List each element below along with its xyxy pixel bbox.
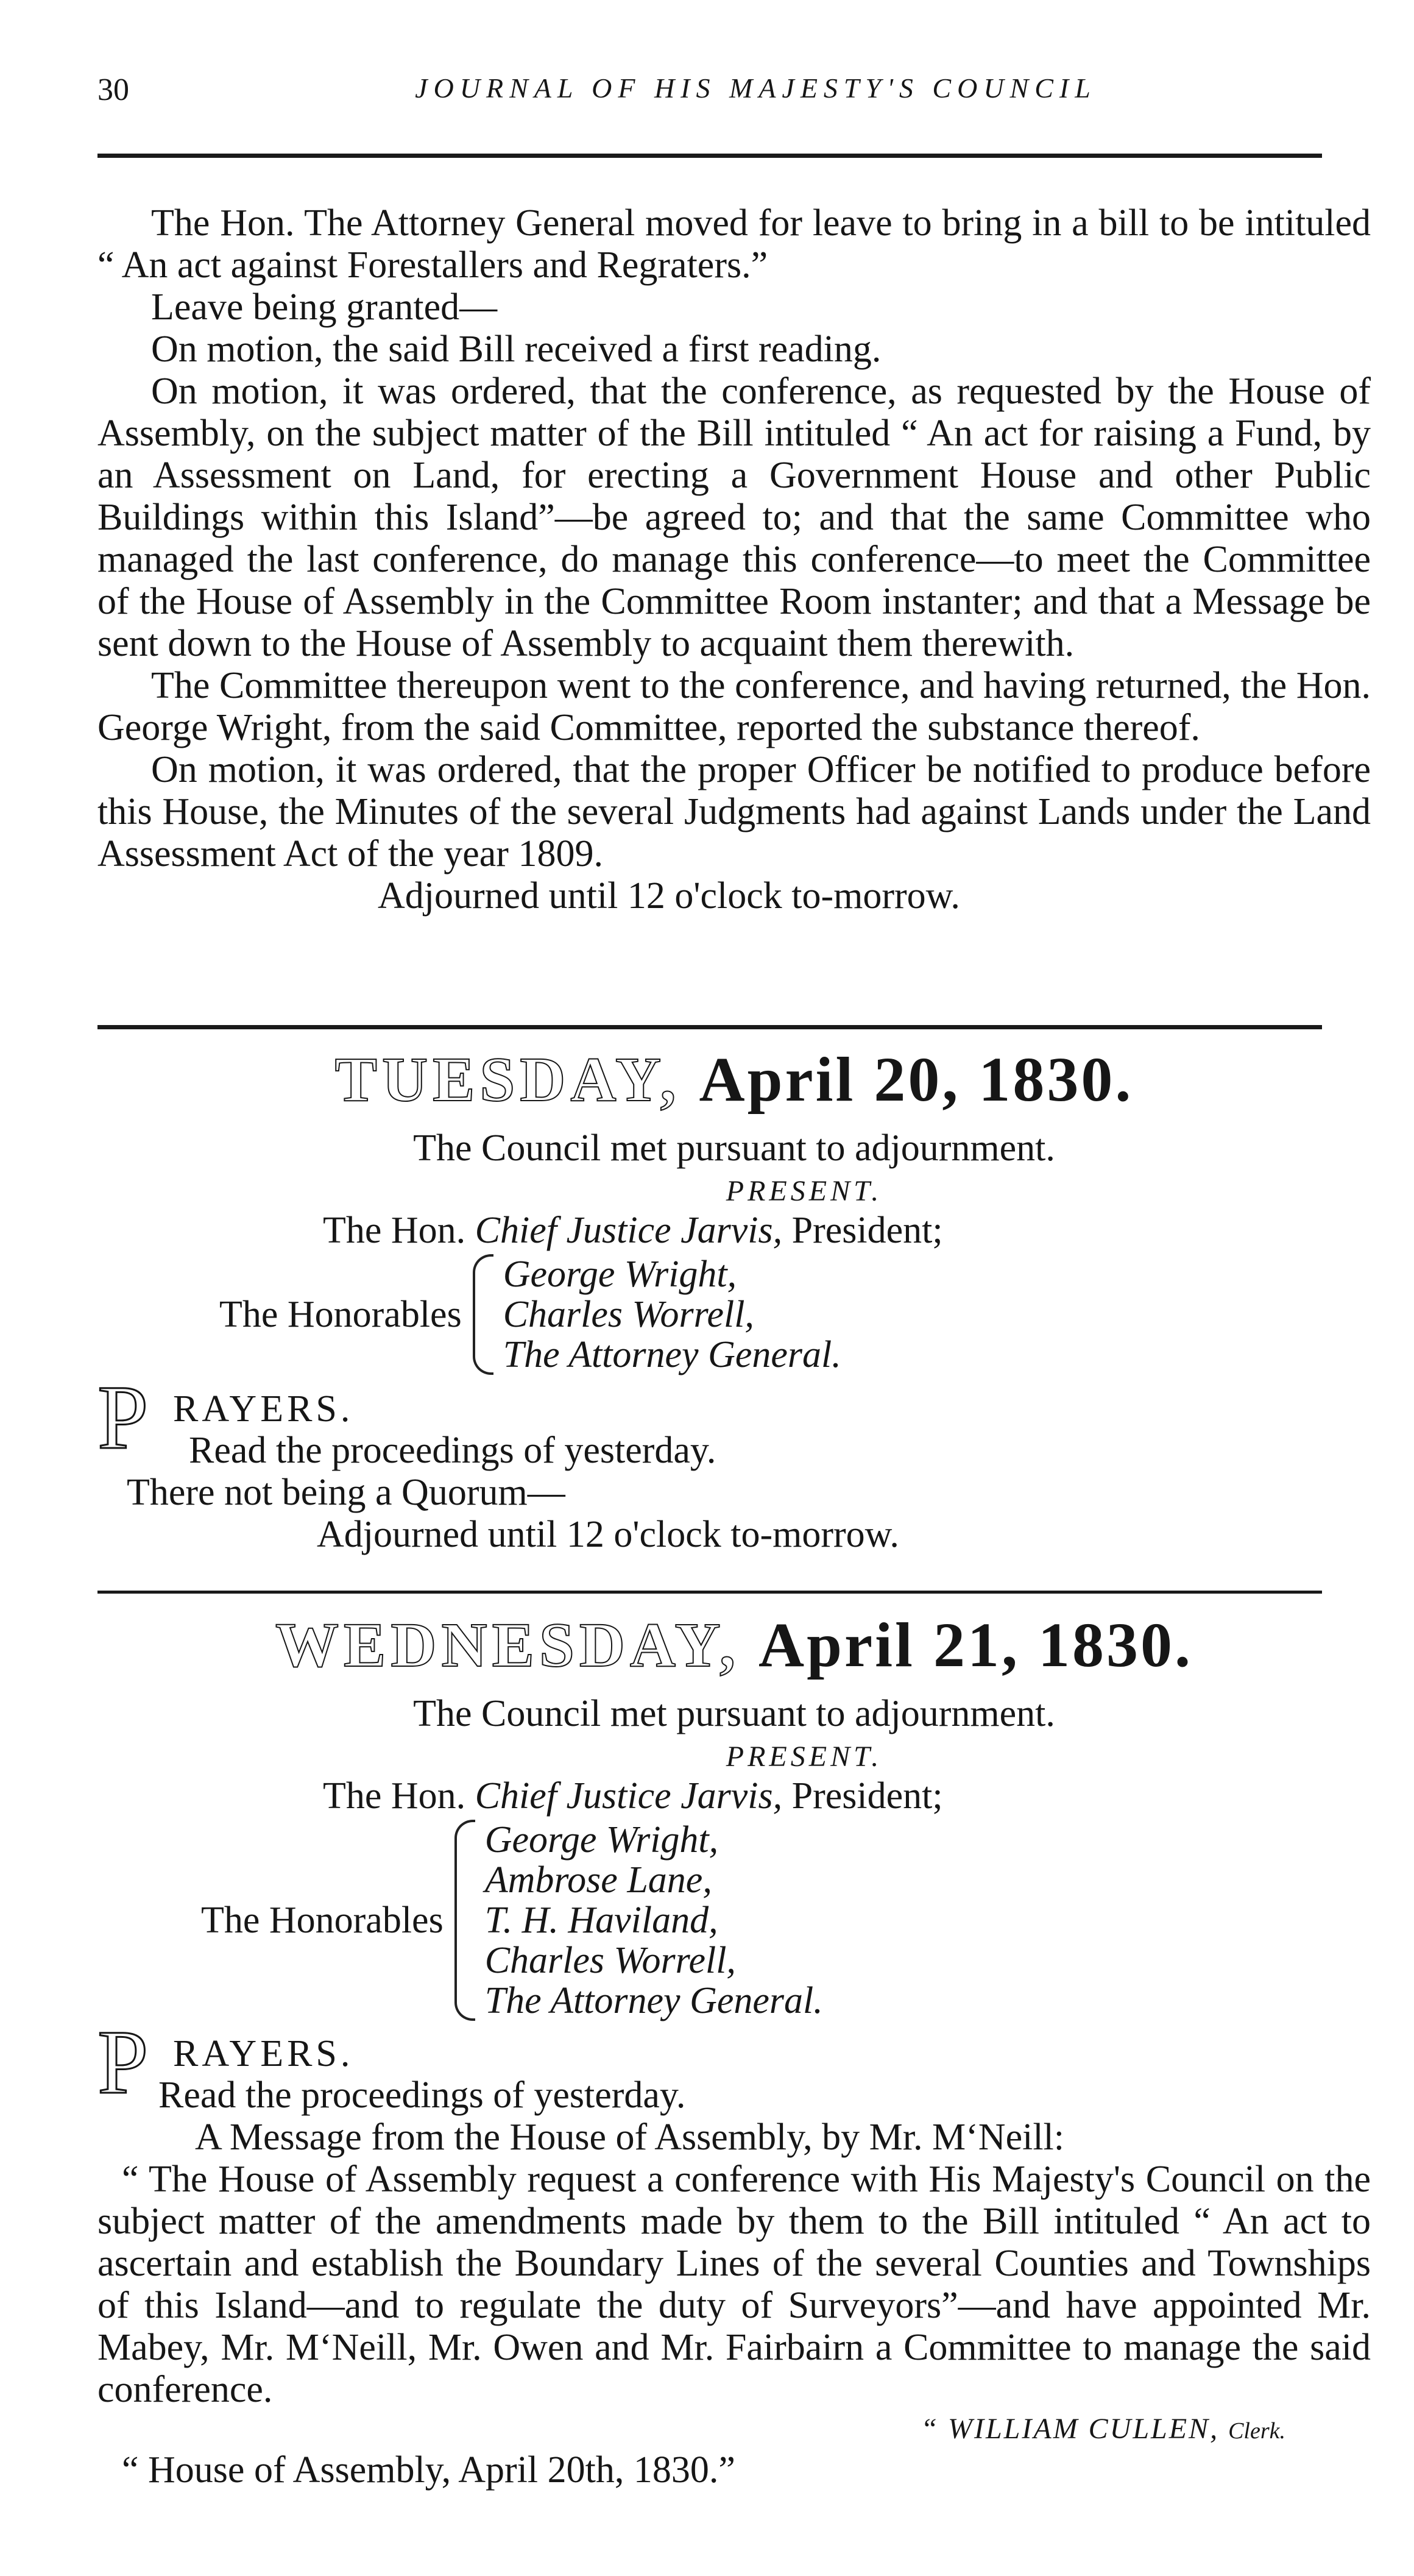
page-number: 30: [97, 73, 129, 107]
president-suffix: President;: [791, 1775, 943, 1817]
section-previous-day: [97, 202, 1371, 917]
prayers-rest: RAYERS.: [173, 2033, 354, 2074]
president-line: [323, 1775, 1371, 1817]
paragraph-leave-granted: Leave being granted—: [151, 286, 498, 328]
day-heading-wednesday: [97, 1609, 1371, 1682]
president-line: [323, 1210, 1371, 1252]
signature-line: [97, 2411, 1371, 2449]
president-name: Chief Justice Jarvis,: [475, 1775, 783, 1817]
section-wednesday: [97, 1609, 1371, 2491]
message-body: “ The House of Assembly request a conference with His Majesty's Council on the subject matter of the amendments made by them to the Bill intituled “ An act to ascertain and establish the Boundary Lines of the several Counties and Townships of this Island—and to regulate the duty of Surveyors”—and have appointed Mr. Mabey, Mr. M‘Neill, Mr. Owen and Mr. Fairbairn a Committee to manage the said conference.: [97, 2159, 1371, 2410]
day-heading-tuesday: [97, 1043, 1371, 1116]
honorable-member: T. H. Haviland,: [484, 1900, 718, 1941]
honorables-block: [219, 1254, 1371, 1375]
paragraph-officer-notified: On motion, it was ordered, that the proper Officer be notified to produce before this House, the Minutes of the several Judgments had against Lands under the Land Assessment Act of the year 1809.: [97, 749, 1371, 875]
prayers-dropcap: P: [97, 2012, 149, 2113]
adjourn-line: Adjourned until 12 o'clock to-morrow.: [317, 1514, 899, 1555]
paragraph-first-reading: On motion, the said Bill received a first reading.: [151, 328, 882, 370]
paragraph-committee-report: The Committee thereupon went to the conference, and having returned, the Hon. George Wright, from the said Committee, reported the substance thereof.: [97, 665, 1371, 748]
day-date: April 21, 1830.: [758, 1610, 1193, 1680]
header-rule: [97, 154, 1322, 158]
day-name: TUESDAY,: [334, 1045, 681, 1115]
signature-name: “ WILLIAM CULLEN,: [921, 2413, 1220, 2445]
honorables-label: The Honorables: [201, 1899, 444, 1941]
prayers-dropcap: P: [97, 1367, 149, 1468]
present-label: PRESENT.: [726, 1740, 883, 1773]
president-name: Chief Justice Jarvis,: [475, 1210, 783, 1251]
section-divider-rule: [97, 1025, 1322, 1029]
honorables-list: [503, 1254, 841, 1375]
section-divider-rule: [97, 1591, 1322, 1594]
page-header: [97, 72, 1414, 115]
section-tuesday: [97, 1043, 1371, 1556]
honorable-member: George Wright,: [503, 1254, 737, 1295]
honorable-member: Charles Worrell,: [503, 1294, 754, 1335]
message-intro: A Message from the House of Assembly, by Mr. M‘Neill:: [195, 2117, 1064, 2158]
honorables-block: [201, 1820, 1371, 2021]
honorable-member: Charles Worrell,: [484, 1940, 736, 1981]
council-met-line: The Council met pursuant to adjournment.: [413, 1693, 1055, 1734]
quorum-line: There not being a Quorum—: [127, 1472, 565, 1513]
brace-icon: [473, 1254, 493, 1375]
honorables-label: The Honorables: [219, 1293, 462, 1335]
council-met-line: The Council met pursuant to adjournment.: [413, 1127, 1055, 1169]
president-prefix: The Hon.: [323, 1775, 466, 1817]
present-label: PRESENT.: [726, 1175, 883, 1207]
honorables-list: [485, 1820, 823, 2021]
signature-title: Clerk.: [1228, 2418, 1285, 2444]
read-proceedings-line: Read the proceedings of yesterday.: [158, 2074, 686, 2116]
brace-icon: [454, 1820, 475, 2021]
day-name: WEDNESDAY,: [275, 1610, 741, 1680]
president-suffix: President;: [791, 1210, 943, 1251]
honorable-member: The Attorney General.: [503, 1334, 841, 1375]
day-date: April 20, 1830.: [699, 1045, 1134, 1115]
paragraph-attorney-motion: The Hon. The Attorney General moved for leave to bring in a bill to be intituled “ An act against Forestallers and Regraters.”: [97, 202, 1371, 286]
read-proceedings-line: Read the proceedings of yesterday.: [189, 1430, 716, 1471]
president-prefix: The Hon.: [323, 1210, 466, 1251]
adjourn-line: Adjourned until 12 o'clock to-morrow.: [378, 875, 960, 917]
honorable-member: The Attorney General.: [484, 1980, 823, 2021]
paragraph-conference-order: On motion, it was ordered, that the conference, as requested by the House of Assembly, on the subject matter of the Bill intituled “ An act for raising a Fund, by an Assessment on Land, for erecting a Government House and other Public Buildings within this Island”—be agreed to; and that the same Committee who managed the last conference, do manage this conference—to meet the Committee of the House of Assembly in the Committee Room instanter; and that a Message be sent down to the House of Assembly to acquaint them therewith.: [97, 371, 1371, 664]
prayers-rest: RAYERS.: [173, 1388, 354, 1430]
honorable-member: George Wright,: [484, 1819, 719, 1861]
dateline: “ House of Assembly, April 20th, 1830.”: [122, 2449, 735, 2491]
honorable-member: Ambrose Lane,: [484, 1859, 712, 1901]
running-head: JOURNAL OF HIS MAJESTY'S COUNCIL: [415, 73, 1097, 104]
